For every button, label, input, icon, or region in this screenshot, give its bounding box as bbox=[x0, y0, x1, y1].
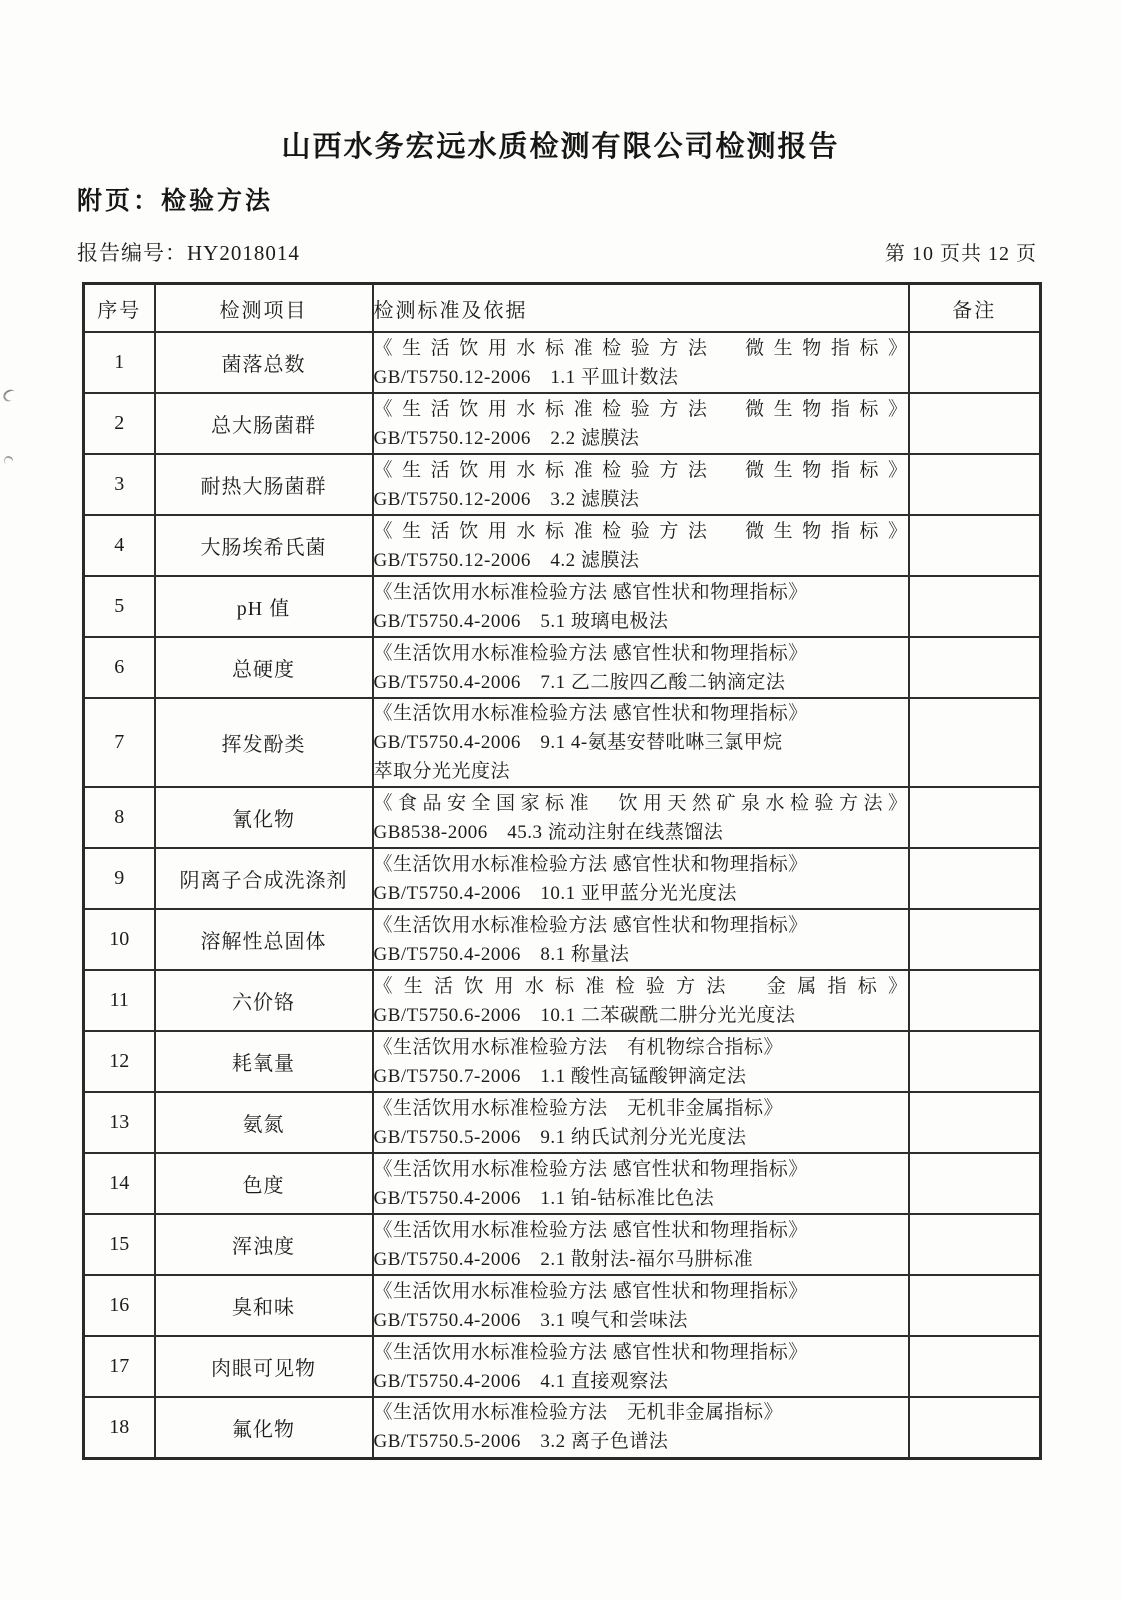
table-row bbox=[84, 637, 1041, 698]
scan-artifact bbox=[3, 455, 15, 467]
method-line: 《生活饮用水标准检验方法 感官性状和物理指标》 bbox=[373, 581, 808, 603]
row-standard-method bbox=[373, 1336, 909, 1397]
row-no: 11 bbox=[84, 970, 155, 1031]
row-no: 13 bbox=[84, 1092, 155, 1153]
method-line: 《生活饮用水标准检验方法 感官性状和物理指标》 bbox=[373, 642, 808, 664]
table-row bbox=[84, 1214, 1041, 1275]
method-line: GB/T5750.4-2006 7.1 乙二胺四乙酸二钠滴定法 bbox=[373, 671, 786, 693]
row-test-item: 菌落总数 bbox=[155, 332, 373, 393]
row-remark bbox=[909, 1214, 1041, 1275]
row-standard-method bbox=[373, 1153, 909, 1214]
row-test-item: 氰化物 bbox=[155, 787, 373, 848]
method-line: 《生活饮用水标准检验方法 感官性状和物理指标》 bbox=[373, 1341, 808, 1363]
row-no: 15 bbox=[84, 1214, 155, 1275]
method-line: GB/T5750.4-2006 3.1 嗅气和尝味法 bbox=[373, 1309, 688, 1331]
row-remark bbox=[909, 454, 1041, 515]
methods-table-wrapper bbox=[82, 282, 1042, 1460]
table-row bbox=[84, 454, 1041, 515]
row-no: 2 bbox=[84, 393, 155, 454]
method-line: 《生活饮用水标准检验方法 金属指标》 bbox=[373, 975, 908, 997]
method-line: 《生活饮用水标准检验方法 微生物指标》 bbox=[373, 459, 908, 481]
page-number-info: 第 10 页共 12 页 bbox=[885, 243, 1037, 265]
row-standard-method bbox=[373, 1397, 909, 1458]
row-standard-method bbox=[373, 909, 909, 970]
column-header-standard: 检测标准及依据 bbox=[373, 284, 909, 333]
method-line: GB/T5750.6-2006 10.1 二苯碳酰二肼分光光度法 bbox=[373, 1004, 796, 1026]
table-row bbox=[84, 1336, 1041, 1397]
row-remark bbox=[909, 332, 1041, 393]
method-line: GB/T5750.4-2006 9.1 4-氨基安替吡啉三氯甲烷 bbox=[373, 732, 783, 753]
row-standard-method bbox=[373, 1214, 909, 1275]
row-test-item: 六价铬 bbox=[155, 970, 373, 1031]
row-remark bbox=[909, 1031, 1041, 1092]
row-standard-method bbox=[373, 576, 909, 637]
row-no: 16 bbox=[84, 1275, 155, 1336]
row-standard-method bbox=[373, 515, 909, 576]
method-line: 《生活饮用水标准检验方法 感官性状和物理指标》 bbox=[373, 1158, 808, 1180]
method-line: GB/T5750.12-2006 2.2 滤膜法 bbox=[373, 427, 640, 449]
row-test-item: 色度 bbox=[155, 1153, 373, 1214]
row-remark bbox=[909, 787, 1041, 848]
row-standard-method bbox=[373, 454, 909, 515]
table-row bbox=[84, 576, 1041, 637]
row-no: 17 bbox=[84, 1336, 155, 1397]
method-line: GB/T5750.4-2006 8.1 称量法 bbox=[373, 943, 630, 965]
row-remark bbox=[909, 848, 1041, 909]
row-remark bbox=[909, 698, 1041, 787]
method-line: GB/T5750.4-2006 10.1 亚甲蓝分光光度法 bbox=[373, 882, 737, 904]
method-line: GB/T5750.5-2006 9.1 纳氏试剂分光光度法 bbox=[373, 1126, 747, 1148]
row-test-item: 阴离子合成洗涤剂 bbox=[155, 848, 373, 909]
row-remark bbox=[909, 1275, 1041, 1336]
method-line: 《生活饮用水标准检验方法 无机非金属指标》 bbox=[373, 1097, 784, 1119]
method-line: GB/T5750.4-2006 5.1 玻璃电极法 bbox=[373, 610, 669, 632]
method-line: 《生活饮用水标准检验方法 微生物指标》 bbox=[373, 520, 908, 542]
row-no: 14 bbox=[84, 1153, 155, 1214]
row-remark bbox=[909, 393, 1041, 454]
method-line: GB/T5750.12-2006 3.2 滤膜法 bbox=[373, 488, 640, 510]
row-no: 18 bbox=[84, 1397, 155, 1458]
row-no: 7 bbox=[84, 698, 155, 787]
row-standard-method bbox=[373, 332, 909, 393]
row-test-item: 大肠埃希氏菌 bbox=[155, 515, 373, 576]
table-row bbox=[84, 1275, 1041, 1336]
method-line: 《生活饮用水标准检验方法 感官性状和物理指标》 bbox=[373, 853, 808, 875]
row-remark bbox=[909, 970, 1041, 1031]
method-line: GB/T5750.5-2006 3.2 离子色谱法 bbox=[373, 1431, 669, 1453]
methods-table bbox=[82, 282, 1042, 1460]
row-remark bbox=[909, 515, 1041, 576]
table-row bbox=[84, 332, 1041, 393]
table-row bbox=[84, 1153, 1041, 1214]
row-remark bbox=[909, 637, 1041, 698]
row-no: 9 bbox=[84, 848, 155, 909]
method-line: GB/T5750.7-2006 1.1 酸性高锰酸钾滴定法 bbox=[373, 1065, 747, 1087]
row-no: 3 bbox=[84, 454, 155, 515]
method-line: GB/T5750.4-2006 4.1 直接观察法 bbox=[373, 1370, 669, 1392]
row-remark bbox=[909, 1153, 1041, 1214]
row-standard-method bbox=[373, 393, 909, 454]
method-line: GB/T5750.12-2006 4.2 滤膜法 bbox=[373, 549, 640, 571]
method-line: GB/T5750.12-2006 1.1 平皿计数法 bbox=[373, 366, 679, 388]
row-no: 6 bbox=[84, 637, 155, 698]
row-test-item: 臭和味 bbox=[155, 1275, 373, 1336]
method-line: 《食品安全国家标准 饮用天然矿泉水检验方法》 bbox=[373, 792, 908, 814]
table-row bbox=[84, 1031, 1041, 1092]
row-no: 12 bbox=[84, 1031, 155, 1092]
column-header-no: 序号 bbox=[84, 284, 155, 333]
table-row bbox=[84, 787, 1041, 848]
method-line: GB8538-2006 45.3 流动注射在线蒸馏法 bbox=[373, 821, 724, 843]
row-standard-method bbox=[373, 787, 909, 848]
table-row bbox=[84, 1397, 1041, 1458]
table-row bbox=[84, 698, 1041, 787]
method-line: GB/T5750.4-2006 2.1 散射法-福尔马肼标准 bbox=[373, 1248, 754, 1270]
page-title: 山西水务宏远水质检测有限公司检测报告 bbox=[281, 131, 840, 163]
row-no: 1 bbox=[84, 332, 155, 393]
row-test-item: 氟化物 bbox=[155, 1397, 373, 1458]
row-no: 10 bbox=[84, 909, 155, 970]
row-standard-method bbox=[373, 1031, 909, 1092]
row-standard-method bbox=[373, 698, 909, 787]
row-test-item: 溶解性总固体 bbox=[155, 909, 373, 970]
method-line: 《生活饮用水标准检验方法 有机物综合指标》 bbox=[373, 1036, 784, 1058]
table-row bbox=[84, 393, 1041, 454]
table-row bbox=[84, 848, 1041, 909]
report-number: 报告编号：HY2018014 bbox=[77, 241, 300, 265]
row-standard-method bbox=[373, 848, 909, 909]
method-line: GB/T5750.4-2006 1.1 铂-钴标准比色法 bbox=[373, 1187, 715, 1209]
row-remark bbox=[909, 1397, 1041, 1458]
row-test-item: 总硬度 bbox=[155, 637, 373, 698]
row-test-item: 总大肠菌群 bbox=[155, 393, 373, 454]
row-test-item: pH 值 bbox=[155, 576, 373, 637]
table-row bbox=[84, 515, 1041, 576]
row-test-item: 耐热大肠菌群 bbox=[155, 454, 373, 515]
method-line: 《生活饮用水标准检验方法 微生物指标》 bbox=[373, 337, 908, 359]
row-standard-method bbox=[373, 1275, 909, 1336]
table-row bbox=[84, 970, 1041, 1031]
method-line: 《生活饮用水标准检验方法 无机非金属指标》 bbox=[373, 1402, 784, 1424]
row-no: 8 bbox=[84, 787, 155, 848]
method-line: 《生活饮用水标准检验方法 微生物指标》 bbox=[373, 398, 908, 420]
row-test-item: 挥发酚类 bbox=[155, 698, 373, 787]
method-line: 《生活饮用水标准检验方法 感官性状和物理指标》 bbox=[373, 1219, 808, 1241]
table-body bbox=[84, 332, 1041, 1458]
method-line: 《生活饮用水标准检验方法 感官性状和物理指标》 bbox=[373, 914, 808, 936]
row-test-item: 浑浊度 bbox=[155, 1214, 373, 1275]
row-no: 4 bbox=[84, 515, 155, 576]
row-no: 5 bbox=[84, 576, 155, 637]
method-line: 萃取分光光度法 bbox=[373, 761, 511, 782]
row-remark bbox=[909, 1336, 1041, 1397]
row-standard-method bbox=[373, 1092, 909, 1153]
row-standard-method bbox=[373, 970, 909, 1031]
row-standard-method bbox=[373, 637, 909, 698]
row-remark bbox=[909, 909, 1041, 970]
column-header-remark: 备注 bbox=[909, 284, 1041, 333]
table-row bbox=[84, 1092, 1041, 1153]
table-row bbox=[84, 909, 1041, 970]
column-header-item: 检测项目 bbox=[155, 284, 373, 333]
appendix-subtitle: 附页：检验方法 bbox=[77, 187, 274, 215]
row-test-item: 肉眼可见物 bbox=[155, 1336, 373, 1397]
report-meta-row bbox=[77, 237, 1037, 267]
row-remark bbox=[909, 1092, 1041, 1153]
method-line: 《生活饮用水标准检验方法 感官性状和物理指标》 bbox=[373, 703, 808, 724]
row-test-item: 耗氧量 bbox=[155, 1031, 373, 1092]
method-line: 《生活饮用水标准检验方法 感官性状和物理指标》 bbox=[373, 1280, 808, 1302]
scan-artifact bbox=[1, 387, 18, 403]
row-test-item: 氨氮 bbox=[155, 1092, 373, 1153]
row-remark bbox=[909, 576, 1041, 637]
table-header-row bbox=[84, 284, 1041, 333]
